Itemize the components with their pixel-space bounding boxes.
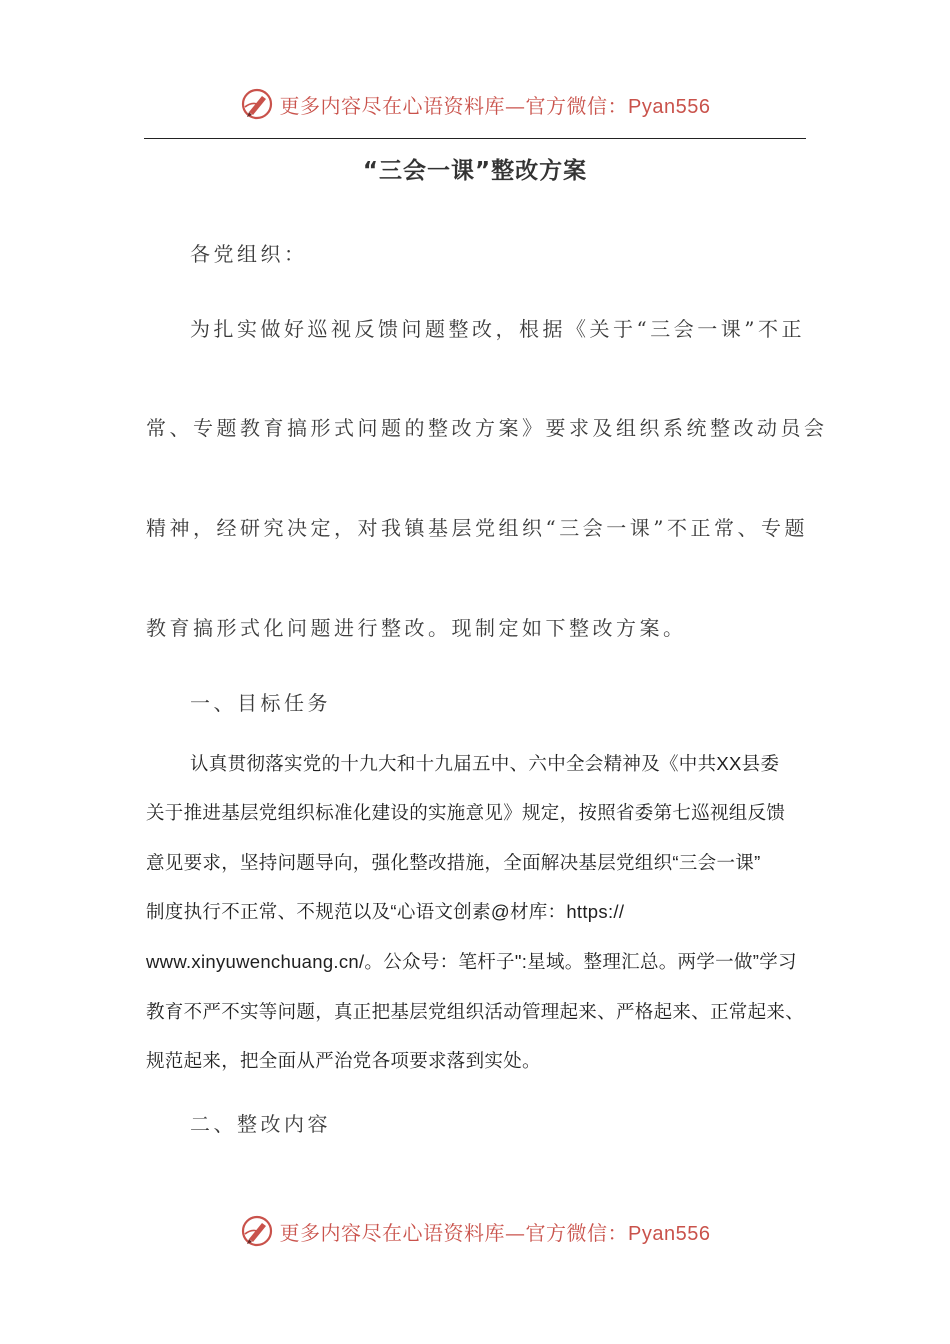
section1-line-1: 认真贯彻落实党的十九大和十九届五中、六中全会精神及《中共XX县委 — [190, 753, 780, 774]
header-brand-separator: — — [505, 93, 526, 118]
pen-logo-icon — [240, 1214, 274, 1248]
section1-line-6: 教育不严不实等问题，真正把基层党组织活动管理起来、严格起来、正常起来、 — [146, 1001, 805, 1022]
document-title: “三会一课”整改方案 — [362, 158, 588, 184]
header-brand-banner — [0, 84, 950, 124]
footer-wechat-label: 官方微信： — [525, 1220, 629, 1245]
header-wechat-id: Pyan556 — [628, 95, 711, 118]
intro-line-3: 精神，经研究决定，对我镇基层党组织“三会一课”不正常、专题 — [146, 516, 808, 540]
footer-brand-banner — [0, 1211, 950, 1251]
pen-logo-icon — [240, 87, 274, 121]
header-wechat-label: 官方微信： — [525, 93, 629, 118]
section1-line-3: 意见要求，坚持问题导向，强化整改措施，全面解决基层党组织“三会一课” — [146, 852, 761, 873]
footer-brand-text — [280, 1217, 711, 1246]
section2-heading: 二、整改内容 — [190, 1112, 331, 1136]
intro-line-2: 常、专题教育搞形式问题的整改方案》要求及组织系统整改动员会 — [146, 416, 828, 440]
header-divider — [144, 138, 806, 139]
header-brand-text — [280, 90, 711, 119]
section1-line-7: 规范起来，把全面从严治党各项要求落到实处。 — [146, 1050, 541, 1071]
footer-wechat-id: Pyan556 — [628, 1222, 711, 1245]
salutation: 各党组织： — [190, 242, 308, 266]
section1-line-2: 关于推进基层党组织标准化建设的实施意见》规定，按照省委第七巡视组反馈 — [146, 802, 786, 823]
section1-heading: 一、目标任务 — [190, 691, 331, 715]
header-brand-main: 更多内容尽在心语资料库 — [279, 93, 506, 118]
footer-brand-separator: — — [505, 1220, 526, 1245]
section1-line-5: www.xinyuwenchuang.cn/。公众号：笔杆子":星域。整理汇总。两学一做”学习 — [146, 951, 797, 972]
footer-brand-main: 更多内容尽在心语资料库 — [279, 1220, 506, 1245]
section1-line-4: 制度执行不正常、不规范以及“心语文创素@材库：https:// — [146, 901, 625, 922]
intro-line-1: 为扎实做好巡视反馈问题整改，根据《关于“三会一课”不正 — [190, 317, 805, 341]
intro-line-4: 教育搞形式化问题进行整改。现制定如下整改方案。 — [146, 616, 687, 640]
